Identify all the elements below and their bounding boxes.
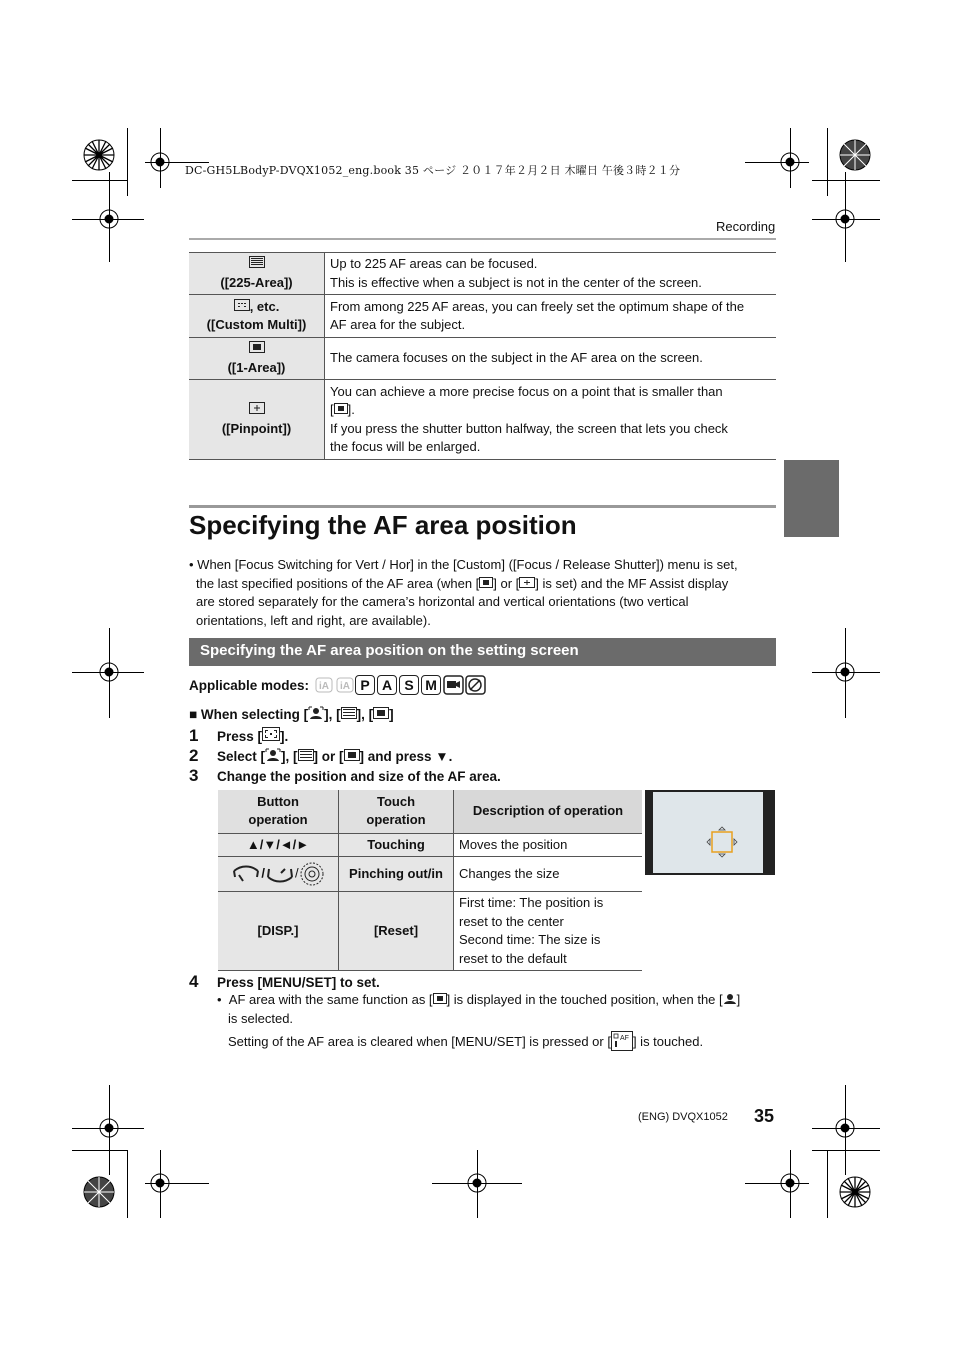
mode-name-suffix: , etc.	[249, 298, 280, 314]
mode-name: ([1-Area])	[227, 359, 286, 375]
step-number: 2	[189, 746, 199, 765]
bullet-text: ] or [	[493, 575, 520, 591]
note-text: AF area with the same function as [	[228, 992, 433, 1007]
applicable-modes-label: Applicable modes:	[189, 677, 310, 693]
touch-operation: [Reset]	[339, 892, 454, 971]
note-text: ] is displayed in the touched position, when the [	[446, 992, 723, 1007]
intelligent-auto-icons	[315, 675, 355, 695]
table-row	[218, 833, 642, 857]
button-operation: / /	[218, 857, 339, 892]
step-4	[189, 972, 380, 992]
step-text: ] or [	[313, 749, 344, 764]
svg-text:iA: iA	[319, 681, 330, 692]
1-area-icon	[334, 403, 348, 414]
pinpoint-icon	[519, 577, 535, 588]
face-detection-icon	[308, 706, 324, 719]
pinpoint-icon	[249, 402, 265, 414]
when-selecting	[189, 706, 394, 722]
side-tab	[784, 460, 839, 537]
note-text: ] is touched.	[632, 1034, 704, 1049]
table-row	[189, 338, 776, 380]
subheading: Specifying the AF area position on the setting screen	[200, 642, 579, 659]
225-area-icon	[298, 749, 314, 761]
face-detection-icon	[265, 748, 281, 761]
section-label: Recording	[716, 219, 776, 234]
1-area-icon	[433, 993, 447, 1004]
af-area-screen-illustration	[645, 790, 775, 875]
step-text: Change the position and size of the AF area.	[217, 769, 501, 784]
mode-desc: The camera focuses on the subject in the AF area on the screen.	[330, 350, 703, 366]
bullet-text: orientations, left and right, are available).	[196, 612, 431, 628]
1-area-icon	[249, 341, 265, 353]
step-text: ], [	[281, 749, 298, 764]
bullet-paragraph: • When [Focus Switching for Vert / Hor] in the [Custom] ([Focus / Release Shutter]) menu is set, the last specified positions of the AF area (when [ ] or [ ] is set) and the MF Assist display are stored separately for the camera’s horizontal and vertical orientations (two vertical orientations, left and right, are available).	[189, 556, 779, 630]
mode-desc: Up to 225 AF areas can be focused.	[330, 256, 538, 271]
description-line: Second time: The size is	[459, 932, 601, 947]
note-text: Setting of the AF area is cleared when [MENU/SET] is pressed or [	[228, 1034, 611, 1049]
af-area-button-icon	[262, 727, 280, 741]
mode-m-icon: M	[421, 675, 441, 695]
front-dial-icon	[265, 863, 295, 885]
mode-desc: If you press the shutter button halfway, the screen that lets you check	[330, 420, 728, 436]
225-area-icon	[249, 256, 265, 268]
steps	[189, 726, 501, 786]
225-area-icon	[341, 707, 357, 719]
column-header: Touch operation	[366, 793, 426, 828]
table-row	[189, 253, 776, 295]
af-mode-table	[189, 252, 776, 460]
step-number: 3	[189, 766, 199, 785]
mode-name: ([Pinpoint])	[221, 420, 292, 436]
bullet-text: the last specified positions of the AF area (when [	[196, 575, 480, 591]
1-area-icon	[373, 707, 389, 719]
when-selecting-text: ]	[389, 707, 394, 722]
step-text: Press [MENU/SET] to set.	[217, 975, 380, 990]
control-dial-icon	[299, 862, 325, 886]
page-title: Specifying the AF area position	[189, 510, 577, 540]
svg-text:iA: iA	[340, 681, 351, 692]
mode-name: ([Custom Multi])	[206, 317, 307, 332]
description-line: First time: The position is	[459, 895, 604, 910]
mode-p-icon: P	[355, 675, 375, 695]
table-row	[218, 892, 642, 971]
bullet-text: When [Focus Switching for Vert / Hor] in the [Custom] ([Focus / Release Shutter]) menu is set,	[197, 557, 738, 572]
operation-table	[218, 790, 642, 971]
svg-text:AF: AF	[619, 1035, 629, 1042]
step-number: 4	[189, 972, 199, 991]
button-operation: [DISP.]	[218, 892, 339, 971]
mode-desc: AF area for the subject.	[330, 317, 466, 332]
step-4-notes: • AF area with the same function as [ ] is displayed in the touched position, when the [ ] is selected. Setting of the AF area is cleared when [MENU/SET] is pressed or [ AF ] is touched.	[217, 991, 777, 1052]
bracket-open: [	[330, 402, 334, 417]
header-rule	[189, 238, 776, 240]
operation-description: Moves the position	[454, 833, 643, 857]
button-operation: ▲/▼/◄/►	[218, 833, 339, 857]
step-text: Press [	[217, 729, 263, 744]
mode-name: ([225-Area])	[220, 274, 293, 290]
print-header: DC-GH5LBodyP-DVQX1052_eng.book 35 ページ ２０１７年２月２日 木曜日 午後３時２１分	[185, 164, 681, 177]
step-text: ] and press ▼.	[359, 749, 453, 764]
step-number: 1	[189, 726, 199, 745]
bullet-text: ] is set) and the MF Assist display	[535, 575, 729, 591]
bracket-close: ].	[347, 402, 355, 417]
mode-desc: the focus will be enlarged.	[330, 439, 481, 454]
operation-description	[454, 892, 643, 971]
step-2	[189, 746, 501, 766]
mode-a-icon: A	[377, 675, 397, 695]
page-number: 35	[754, 1106, 775, 1126]
touch-operation: Pinching out/in	[339, 857, 454, 892]
note-text: ]	[736, 992, 741, 1007]
1-area-icon	[344, 749, 360, 761]
table-header-row	[218, 790, 642, 833]
separator: /	[261, 865, 265, 881]
operation-description: Changes the size	[454, 857, 643, 892]
subheading-bar	[189, 638, 776, 666]
when-selecting-text: ], [	[324, 707, 341, 722]
face-detection-icon	[723, 992, 737, 1004]
step-text: ].	[280, 729, 289, 744]
rear-dial-icon	[231, 863, 261, 885]
table-row	[189, 380, 776, 460]
doc-code: (ENG) DVQX1052	[638, 1111, 728, 1123]
custom-multi-icon	[234, 299, 250, 311]
when-selecting-text: ■ When selecting [	[189, 707, 309, 722]
step-1	[189, 726, 501, 746]
heading-rule	[189, 505, 776, 508]
mode-s-icon: S	[399, 675, 419, 695]
description-line: reset to the center	[459, 913, 564, 929]
touch-operation: Touching	[339, 833, 454, 857]
mode-desc: You can achieve a more precise focus on a point that is smaller than	[330, 383, 723, 399]
step-text: Select [	[217, 749, 266, 764]
column-header: Button operation	[248, 793, 308, 828]
af-reset-touch-icon	[611, 1031, 633, 1051]
creative-video-and-custom-icons	[443, 675, 487, 695]
note-text: is selected.	[228, 1010, 294, 1026]
mode-desc: From among 225 AF areas, you can freely set the optimum shape of the	[330, 298, 745, 314]
column-header: Description of operation	[472, 803, 624, 818]
bullet-text: are stored separately for the camera’s horizontal and vertical orientations (two vertical	[196, 594, 689, 609]
1-area-icon	[479, 577, 493, 588]
table-row	[189, 295, 776, 338]
step-3	[189, 766, 501, 786]
mode-desc: This is effective when a subject is not in the center of the screen.	[330, 274, 702, 290]
description-line: reset to the default	[459, 950, 567, 966]
applicable-modes	[189, 674, 487, 696]
when-selecting-text: ], [	[356, 707, 374, 722]
table-row	[218, 857, 642, 892]
